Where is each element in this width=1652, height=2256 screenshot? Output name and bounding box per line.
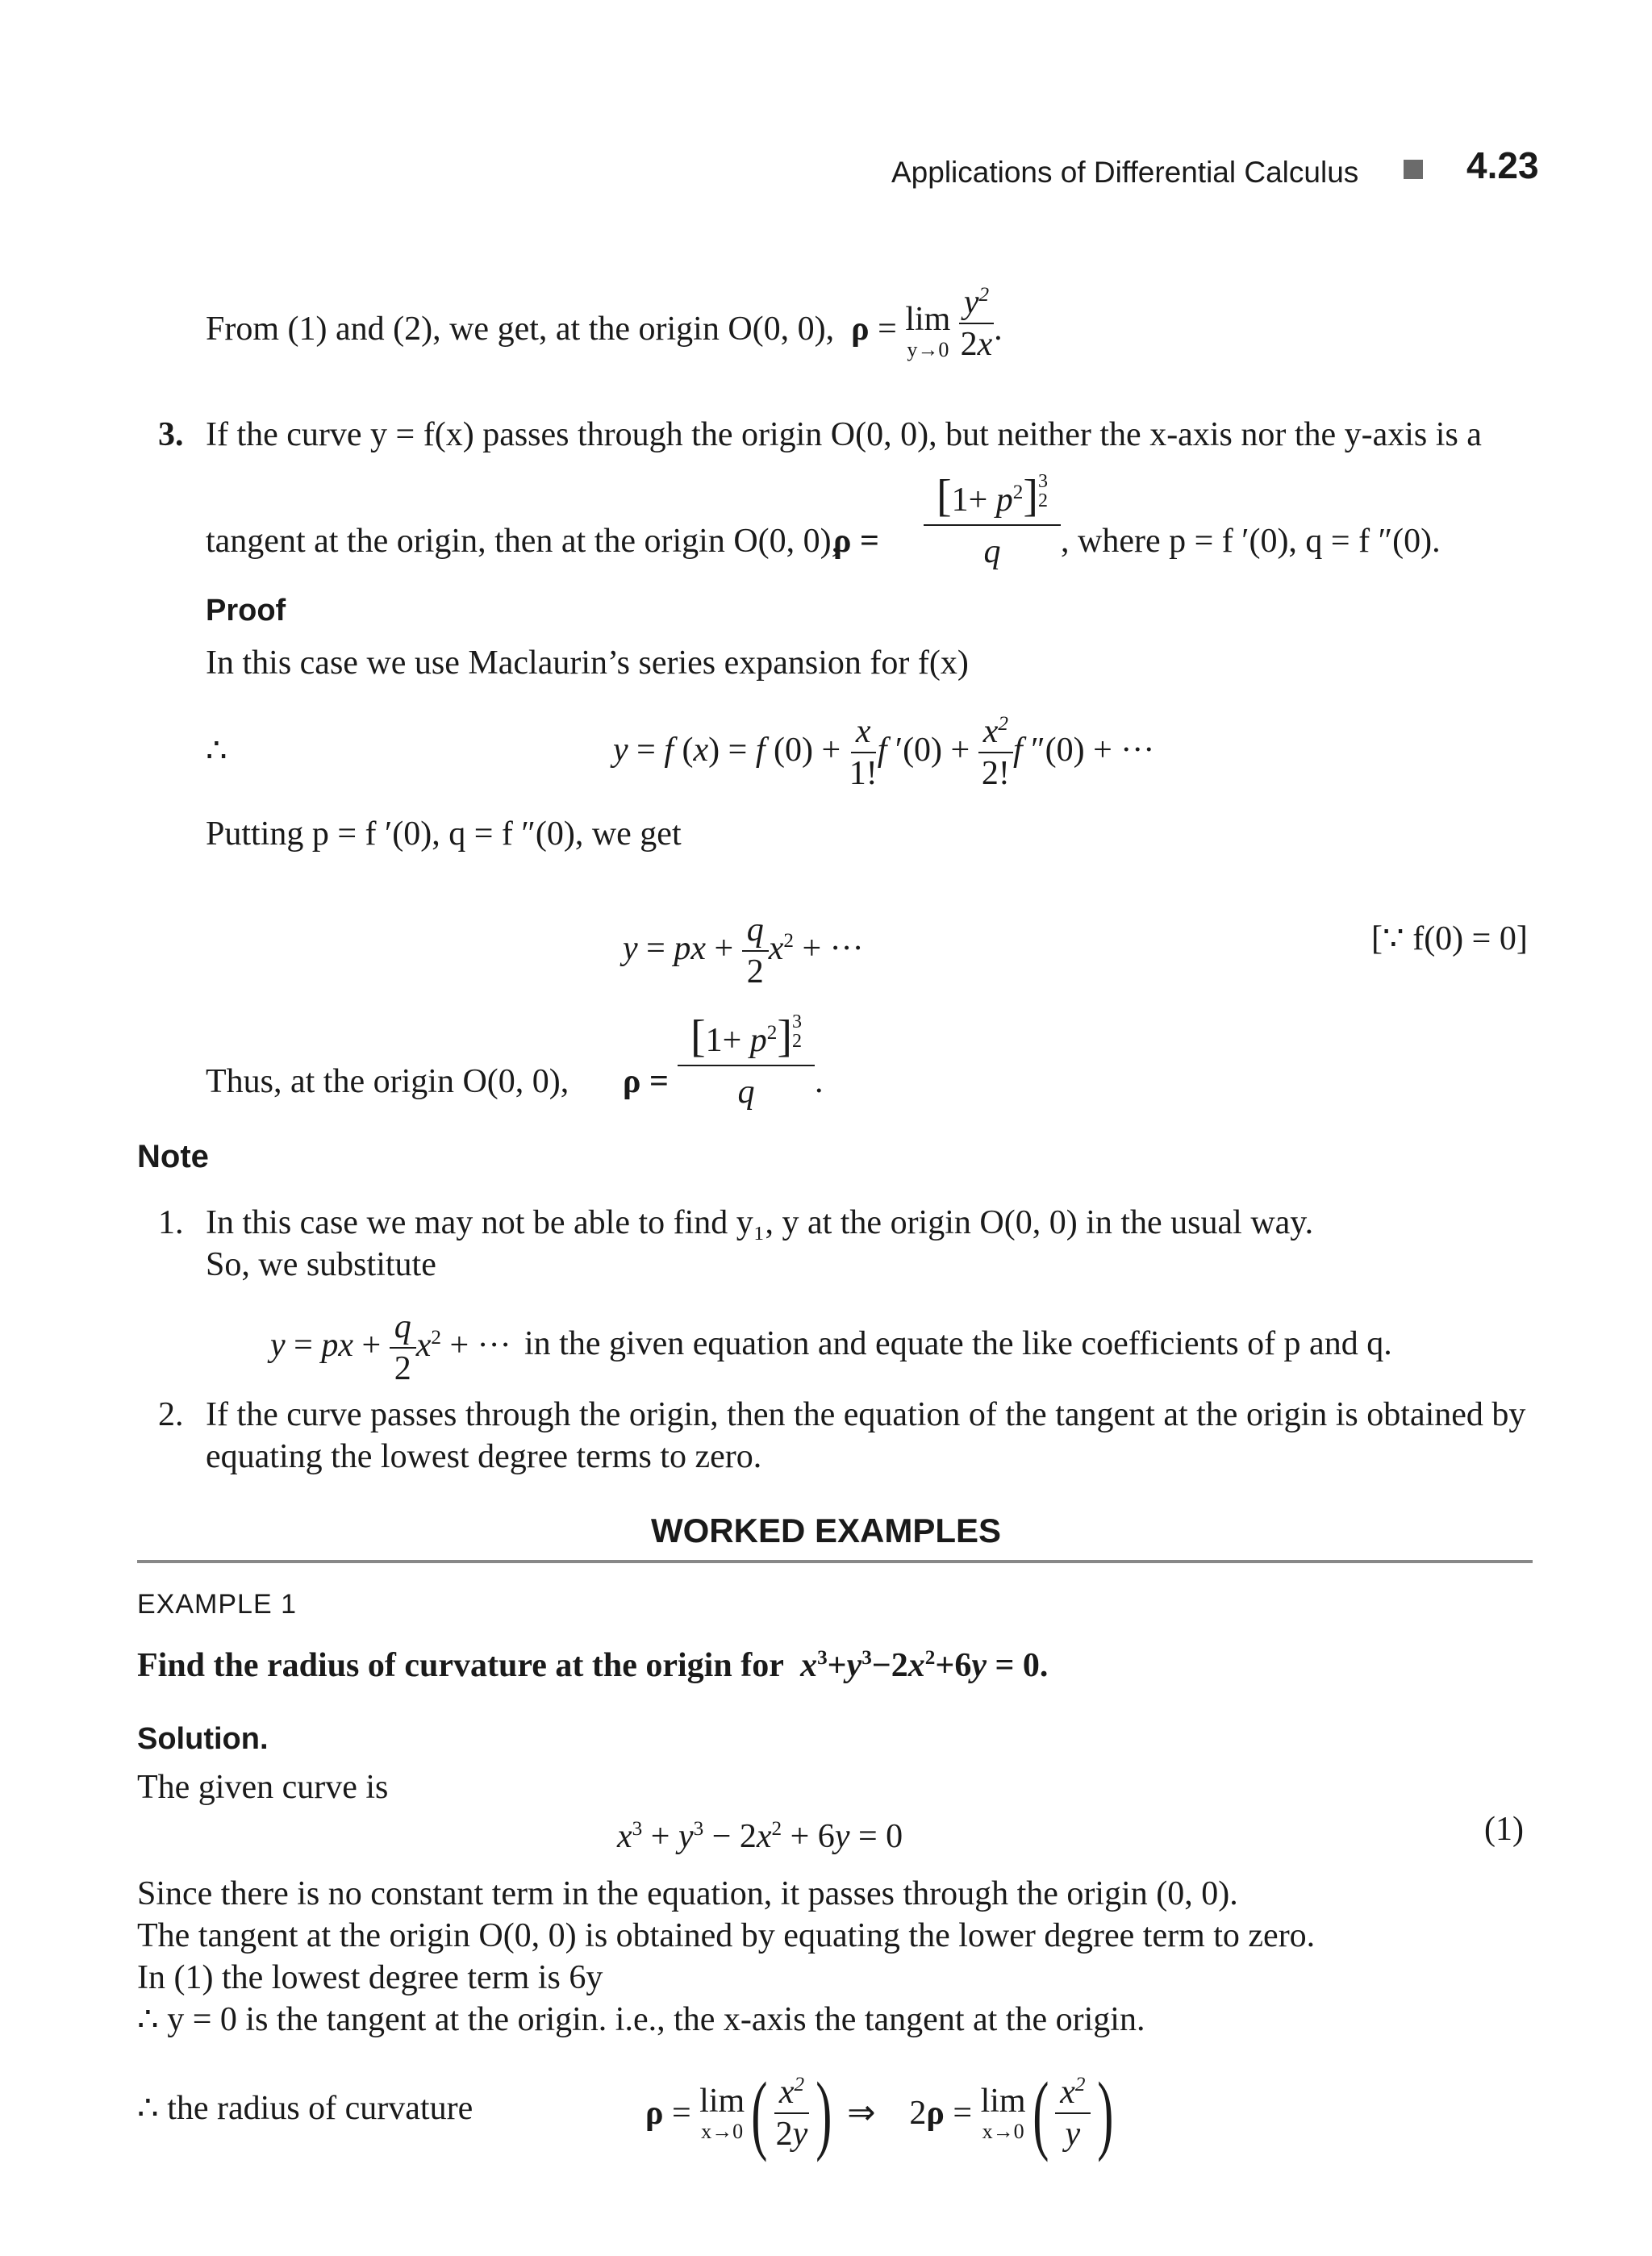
note-item1-line1: In this case we may not be able to find y₁, y at the origin O(0, 0) in the usual way. <box>206 1204 1314 1241</box>
solution-line2: Since there is no constant term in the equation, it passes through the origin (0, 0). <box>137 1875 1238 1912</box>
note-substitute-formula: y = px + $\frac{q}{2}$ $x^2$ + ··· <box>270 1308 511 1388</box>
intro-text: From (1) and (2), we get, at the origin O(0, 0), <box>206 310 835 348</box>
item3-number: 3. <box>158 416 184 453</box>
worked-examples-heading: WORKED EXAMPLES <box>650 1512 1002 1549</box>
therefore-symbol: ∴ <box>206 732 227 769</box>
running-header-title: Applications of Differential Calculus <box>891 156 1359 189</box>
rho-result-fraction: $[1+ p^2]3$ 2 q <box>678 1012 815 1113</box>
header-square-icon <box>1404 160 1423 179</box>
item3-line2-start: tangent at the origin, then at the origin O(0, 0), <box>206 523 841 560</box>
example-label: EXAMPLE 1 <box>137 1589 297 1620</box>
intro-line: From (1) and (2), we get, at the origin O(0, 0), ρ = lim y→0 $\frac{y^2}{2x}$ . <box>206 284 1003 364</box>
note-item2-number: 2. <box>158 1396 184 1433</box>
solution-line5: ∴ y = 0 is the tangent at the origin. i.e., the x-axis the tangent at the origin. <box>137 2001 1145 2038</box>
solution-line4: In (1) the lowest degree term is 6y <box>137 1959 603 1996</box>
note-item1-number: 1. <box>158 1204 184 1241</box>
note-heading: Note <box>137 1139 209 1174</box>
proof-heading: Proof <box>206 594 286 628</box>
equation-label: (1) <box>1484 1811 1524 1848</box>
solution-line6: ∴ the radius of curvature <box>137 2090 473 2127</box>
solution-line3: The tangent at the origin O(0, 0) is obtained by equating the lower degree term to zero. <box>137 1917 1316 1954</box>
thus-line: Thus, at the origin O(0, 0), <box>206 1063 569 1100</box>
rho-period: . <box>815 1063 824 1100</box>
note-item2-line1: If the curve passes through the origin, then the equation of the tangent at the origin is obtained by <box>206 1396 1526 1433</box>
putting-line: Putting p = f ′(0), q = f ″(0), we get <box>206 815 682 853</box>
example-problem-text: Find the radius of curvature at the origin for <box>137 1647 784 1684</box>
solution-heading: Solution. <box>137 1722 269 1756</box>
example-problem: Find the radius of curvature at the origin for $x^3+y^3-2x^2+6y = 0$. <box>137 1647 1049 1684</box>
proof-line1: In this case we use Maclaurin’s series expansion for f(x) <box>206 644 969 682</box>
rho-symbol: ρ = <box>833 523 879 560</box>
note-item1-line3: in the given equation and equate the like coefficients of p and q. <box>524 1325 1392 1362</box>
page-number: 4.23 <box>1466 144 1539 186</box>
solution-equation: $x^3 + y^3 - 2x^2 + 6y = 0$ <box>617 1818 903 1855</box>
since-note: [∵ f(0) = 0] <box>1371 920 1528 957</box>
radius-limit-formula: ρ = lim x→0 ( $\frac{x^2}{2y}$ ) ⇒ 2 ρ = lim x→0 ( $\frac{x^2}{y}$ ) <box>645 2064 1113 2162</box>
maclaurin-series: y = f (x) = f (0) + $\frac{x}{1!}$ f ′(0) + $\frac{x^2}{2!}$ f ″(0) + ··· <box>613 713 1155 793</box>
note-item1-line2: So, we substitute <box>206 1246 436 1283</box>
item3-line2-where: , where p = f ′(0), q = f ″(0). <box>1061 523 1441 560</box>
item3-line1: If the curve y = f(x) passes through the origin O(0, 0), but neither the x-axis nor the y-axis is a <box>206 416 1482 453</box>
note-item2-line2: equating the lowest degree terms to zero. <box>206 1438 762 1475</box>
section-divider <box>137 1560 1533 1563</box>
expansion-formula: y = px + $\frac{q}{2}$ $x^2$ + ··· <box>623 911 864 991</box>
rho-symbol-2: ρ = <box>623 1063 669 1100</box>
rho-formula-fraction: $[1+ p^2]3$ 2 q <box>924 472 1061 573</box>
solution-line1: The given curve is <box>137 1769 389 1806</box>
